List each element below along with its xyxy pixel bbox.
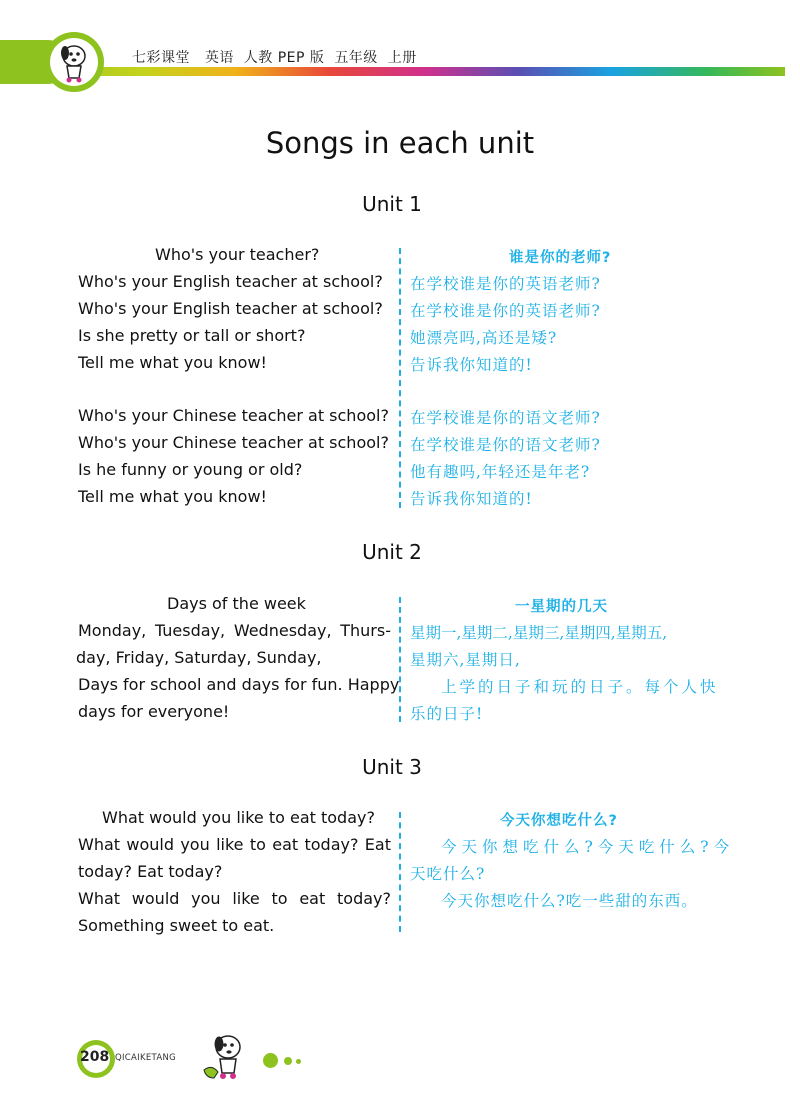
song-title-en: Days of the week	[167, 594, 306, 613]
unit-3-heading: Unit 3	[362, 755, 422, 779]
song-title-cn: 谁是你的老师?	[509, 250, 612, 266]
dog-mascot-icon	[52, 40, 96, 84]
lyric-line-cn: 告诉我你知道的!	[410, 356, 533, 374]
lyric-line: today? Eat today?	[78, 862, 223, 881]
song-title-cn: 一星期的几天	[515, 599, 608, 615]
song-title-en: What would you like to eat today?	[102, 808, 375, 827]
divider	[399, 812, 401, 932]
decor-dot	[296, 1059, 301, 1064]
lyric-line: Tell me what you know!	[78, 353, 267, 372]
lyric-line: Monday, Tuesday, Wednesday, Thurs-	[78, 621, 391, 640]
page-title: Songs in each unit	[265, 126, 535, 160]
lyric-line: Something sweet to eat.	[78, 916, 275, 935]
lyric-line: Days for school and days for fun. Happy	[78, 675, 400, 694]
lyric-line: What would you like to eat today? Eat	[78, 835, 391, 854]
dog-mascot-icon	[198, 1030, 250, 1082]
divider	[399, 597, 401, 722]
lyric-line-cn: 星期一,星期二,星期三,星期四,星期五,	[410, 624, 668, 642]
lyric-line: Tell me what you know!	[78, 487, 267, 506]
header-book-info: 七彩课堂 英语 人教 PEP 版 五年级 上册	[132, 50, 417, 66]
unit-2-heading: Unit 2	[362, 540, 422, 564]
lyric-line: Who's your Chinese teacher at school?	[78, 406, 389, 425]
lyric-line-cn: 他有趣吗,年轻还是年老?	[410, 463, 591, 481]
lyric-line: Who's your English teacher at school?	[78, 272, 383, 291]
lyric-line: Is he funny or young or old?	[78, 460, 303, 479]
lyric-line-cn: 今天你想吃什么?今天吃什么?今	[441, 838, 735, 856]
lyric-line-cn: 在学校谁是你的英语老师?	[410, 302, 601, 320]
divider	[399, 248, 401, 508]
lyric-line: What would you like to eat today?	[78, 889, 391, 908]
unit-1-heading: Unit 1	[362, 192, 422, 216]
lyric-line-cn: 在学校谁是你的语文老师?	[410, 409, 601, 427]
lyric-line-cn: 天吃什么?	[410, 865, 486, 883]
lyric-line: Who's your English teacher at school?	[78, 299, 383, 318]
lyric-line-cn: 上学的日子和玩的日子。每个人快	[441, 678, 719, 696]
lyric-line-cn: 今天你想吃什么?吃一些甜的东西。	[441, 892, 698, 910]
lyric-line-cn: 乐的日子!	[410, 705, 484, 723]
lyric-line-cn: 她漂亮吗,高还是矮?	[410, 329, 558, 347]
lyric-line: Is she pretty or tall or short?	[78, 326, 306, 345]
lyric-line: days for everyone!	[78, 702, 230, 721]
decor-dot	[263, 1053, 278, 1068]
song-title-en: Who's your teacher?	[155, 245, 320, 264]
decor-dot	[284, 1057, 292, 1065]
song-title-cn: 今天你想吃什么?	[500, 813, 618, 829]
lyric-line-cn: 在学校谁是你的语文老师?	[410, 436, 601, 454]
lyric-line: Who's your Chinese teacher at school?	[78, 433, 389, 452]
footer-brand: QICAIKETANG	[115, 1053, 176, 1063]
lyric-line-cn: 在学校谁是你的英语老师?	[410, 275, 601, 293]
lyric-line: day, Friday, Saturday, Sunday,	[76, 648, 322, 667]
header-rainbow-bar	[0, 67, 785, 76]
page-number: 208	[80, 1049, 110, 1065]
lyric-line-cn: 星期六,星期日,	[410, 651, 521, 669]
lyric-line-cn: 告诉我你知道的!	[410, 490, 533, 508]
